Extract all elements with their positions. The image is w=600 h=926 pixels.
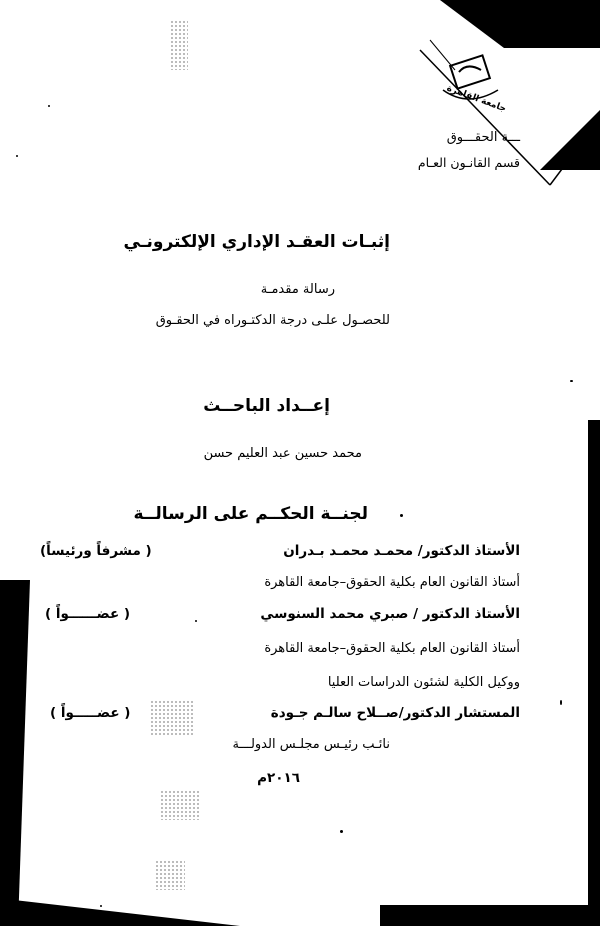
scan-border-right bbox=[588, 420, 600, 926]
speck-8 bbox=[195, 620, 197, 622]
member-2-name: الأستاذ الدكتور / صبري محمد السنوسي bbox=[260, 606, 520, 622]
year: ٢٠١٦م bbox=[257, 770, 300, 786]
scan-noise-4 bbox=[170, 20, 188, 70]
speck-1 bbox=[48, 105, 50, 107]
scan-noise-1 bbox=[150, 700, 195, 735]
speck-5 bbox=[560, 700, 562, 705]
speck-2 bbox=[16, 155, 18, 157]
thesis-purpose: للحصـول علـى درجة الدكتـوراه في الحقـوق bbox=[155, 313, 390, 328]
thesis-subtitle: رسالة مقدمـة bbox=[260, 282, 335, 297]
speck-6 bbox=[340, 830, 343, 833]
scan-border-left bbox=[0, 580, 30, 926]
member-1-role: ( مشرفاً ورئيساً) bbox=[40, 543, 152, 559]
speck-4 bbox=[570, 380, 573, 382]
member-3-role: ( عضـــــواً ) bbox=[50, 705, 131, 721]
member-1-name: الأستاذ الدكتور/ محمـد محمـد بـدران bbox=[283, 543, 520, 559]
member-1-detail-1: أستاذ القانون العام بكلية الحقوق–جامعة القاهرة bbox=[264, 575, 520, 590]
department-name: قسم القانـون العـام bbox=[417, 155, 520, 170]
member-3-detail-1: نائـب رئيـس مجلـس الدولـــة bbox=[232, 737, 390, 752]
member-3-name: المستشار الدكتور/صــلاح سالـم جـودة bbox=[270, 705, 520, 721]
faculty-name: ـــة الحقـــوق bbox=[446, 130, 520, 145]
scan-border-bottom-left bbox=[0, 880, 240, 926]
researcher-name: محمد حسين عبد العليم حسن bbox=[203, 446, 362, 461]
member-2-detail-1: أستاذ القانون العام بكلية الحقوق–جامعة القاهرة bbox=[264, 641, 520, 656]
scan-noise-3 bbox=[155, 860, 185, 890]
speck-3 bbox=[400, 514, 403, 517]
member-2-role: ( عضــــــواً ) bbox=[45, 606, 131, 622]
scan-noise-2 bbox=[160, 790, 200, 820]
speck-7 bbox=[100, 905, 102, 907]
member-2-detail-2: ووكيل الكلية لشئون الدراسات العليا bbox=[327, 675, 520, 690]
thesis-title: إثبـات العقـد الإداري الإلكترونـي bbox=[123, 232, 390, 252]
seal-text: جامعة القاهرة bbox=[445, 83, 508, 115]
preparer-heading: إعــداد الباحــث bbox=[203, 396, 330, 416]
scan-border-bottom-right bbox=[380, 905, 600, 926]
committee-heading: لجنــة الحكــم على الرسالــة bbox=[133, 504, 368, 524]
